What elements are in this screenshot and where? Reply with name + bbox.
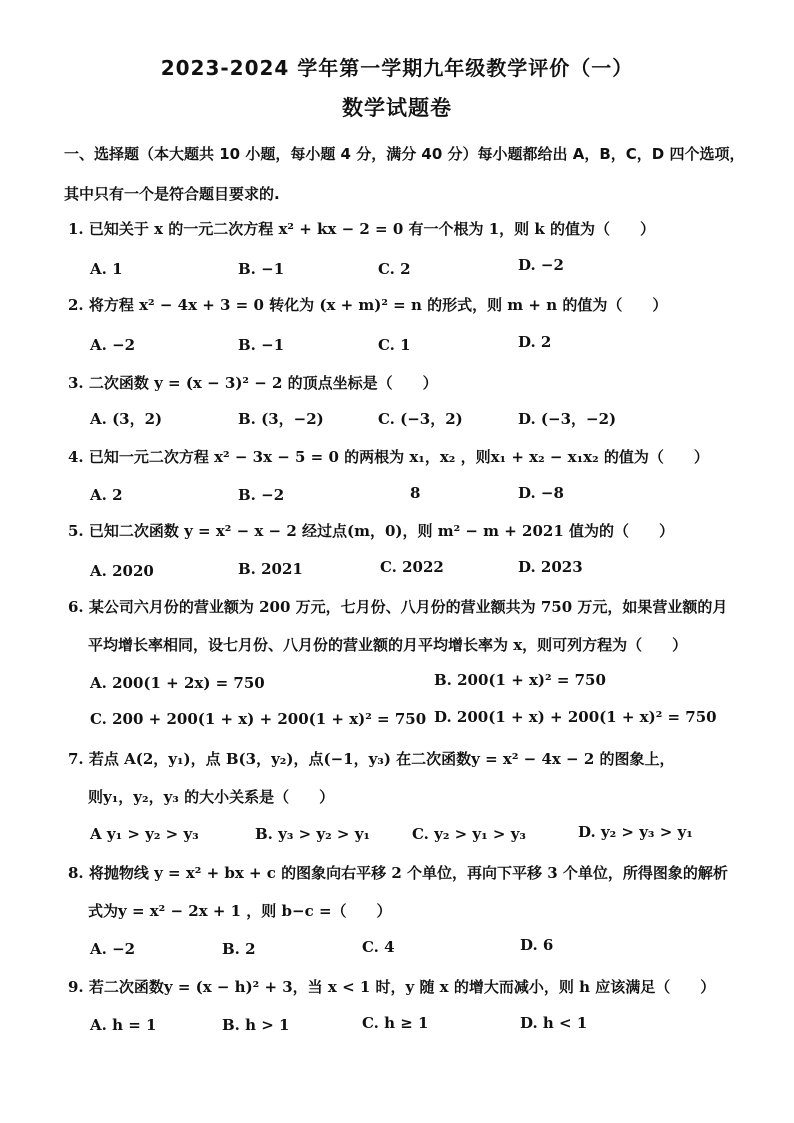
question-7-option-a: A y₁ > y₂ > y₃ xyxy=(90,825,199,843)
question-8-option-c: C. 4 xyxy=(362,938,395,956)
question-3-option-b: B. (3，−2) xyxy=(238,410,324,428)
question-1-option-d: D. −2 xyxy=(518,256,564,274)
question-5-option-b: B. 2021 xyxy=(238,560,303,578)
question-4-option-d: D. −8 xyxy=(518,484,564,502)
question-6-stem-line2: 平均增长率相同，设七月份、八月份的营业额的月平均增长率为 x，则可列方程为（ ） xyxy=(88,636,688,654)
question-6-option-c: C. 200 + 200(1 + x) + 200(1 + x)² = 750 xyxy=(90,710,427,728)
question-8-stem-line1: 8. 将抛物线 y = x² + bx + c 的图象向右平移 2 个单位，再向下平移 3 个单位，所得图象的解析 xyxy=(68,864,728,882)
question-1-stem: 1. 已知关于 x 的一元二次方程 x² + kx − 2 = 0 有一个根为 1，则 k 的值为（ ） xyxy=(68,220,655,238)
question-7-option-b: B. y₃ > y₂ > y₁ xyxy=(255,825,371,843)
question-8-stem-line2: 式为y = x² − 2x + 1 ，则 b−c =（ ） xyxy=(88,902,392,920)
question-2-option-d: D. 2 xyxy=(518,333,552,351)
question-6-option-a: A. 200(1 + 2x) = 750 xyxy=(90,674,265,692)
question-9-option-c: C. h ≥ 1 xyxy=(362,1014,429,1032)
question-2-option-c: C. 1 xyxy=(378,336,411,354)
question-9-option-a: A. h = 1 xyxy=(90,1016,157,1034)
question-2-stem: 2. 将方程 x² − 4x + 3 = 0 转化为 (x + m)² = n 的形式，则 m + n 的值为（ ） xyxy=(68,296,668,314)
question-7-option-d: D. y₂ > y₃ > y₁ xyxy=(578,823,693,841)
question-3-option-d: D. (−3，−2) xyxy=(518,410,617,428)
question-7-option-c: C. y₂ > y₁ > y₃ xyxy=(412,825,527,843)
question-4-option-b: B. −2 xyxy=(238,486,285,504)
question-5-option-a: A. 2020 xyxy=(90,562,154,580)
question-1-option-a: A. 1 xyxy=(90,260,123,278)
question-4-stem: 4. 已知一元二次方程 x² − 3x − 5 = 0 的两根为 x₁，x₂ ，则x₁ + x₂ − x₁x₂ 的值为（ ） xyxy=(68,448,709,466)
question-6-option-b: B. 200(1 + x)² = 750 xyxy=(434,671,606,689)
section-instruction-line2: 其中只有一个是符合题目要求的. xyxy=(64,185,280,203)
exam-subtitle: 数学试题卷 xyxy=(342,96,452,120)
question-7-stem-line1: 7. 若点 A(2，y₁)，点 B(3，y₂)，点(−1，y₃) 在二次函数y = x² − 4x − 2 的图象上， xyxy=(68,750,675,768)
question-8-option-d: D. 6 xyxy=(520,936,554,954)
question-8-option-b: B. 2 xyxy=(222,940,256,958)
question-2-option-a: A. −2 xyxy=(90,336,136,354)
question-5-option-c: C. 2022 xyxy=(380,558,444,576)
question-3-option-c: C. (−3，2) xyxy=(378,410,463,428)
question-5-option-d: D. 2023 xyxy=(518,558,583,576)
question-9-option-d: D. h < 1 xyxy=(520,1014,588,1032)
question-2-option-b: B. −1 xyxy=(238,336,285,354)
question-9-stem: 9. 若二次函数y = (x − h)² + 3，当 x < 1 时，y 随 x 的增大而减小，则 h 应该满足（ ） xyxy=(68,978,716,996)
section-instruction-line1: 一、选择题（本大题共 10 小题，每小题 4 分，满分 40 分）每小题都给出 A，B，C，D 四个选项， xyxy=(64,145,745,163)
question-3-stem: 3. 二次函数 y = (x − 3)² − 2 的顶点坐标是（ ） xyxy=(68,374,438,392)
question-5-stem: 5. 已知二次函数 y = x² − x − 2 经过点(m，0)，则 m² − m + 2021 值为的（ ） xyxy=(68,522,675,540)
question-8-option-a: A. −2 xyxy=(90,940,136,958)
question-6-stem-line1: 6. 某公司六月份的营业额为 200 万元，七月份、八月份的营业额共为 750 万元，如果营业额的月 xyxy=(68,598,728,616)
question-7-stem-line2: 则y₁，y₂，y₃ 的大小关系是（ ） xyxy=(88,788,335,806)
question-1-option-c: C. 2 xyxy=(378,260,411,278)
question-4-option-a: A. 2 xyxy=(90,486,123,504)
question-9-option-b: B. h > 1 xyxy=(222,1016,290,1034)
question-3-option-a: A. (3，2) xyxy=(90,410,163,428)
question-1-option-b: B. −1 xyxy=(238,260,285,278)
question-6-option-d: D. 200(1 + x) + 200(1 + x)² = 750 xyxy=(434,708,717,726)
exam-title: 2023-2024 学年第一学期九年级教学评价（一） xyxy=(160,56,634,80)
question-4-option-c: 8 xyxy=(410,484,421,502)
